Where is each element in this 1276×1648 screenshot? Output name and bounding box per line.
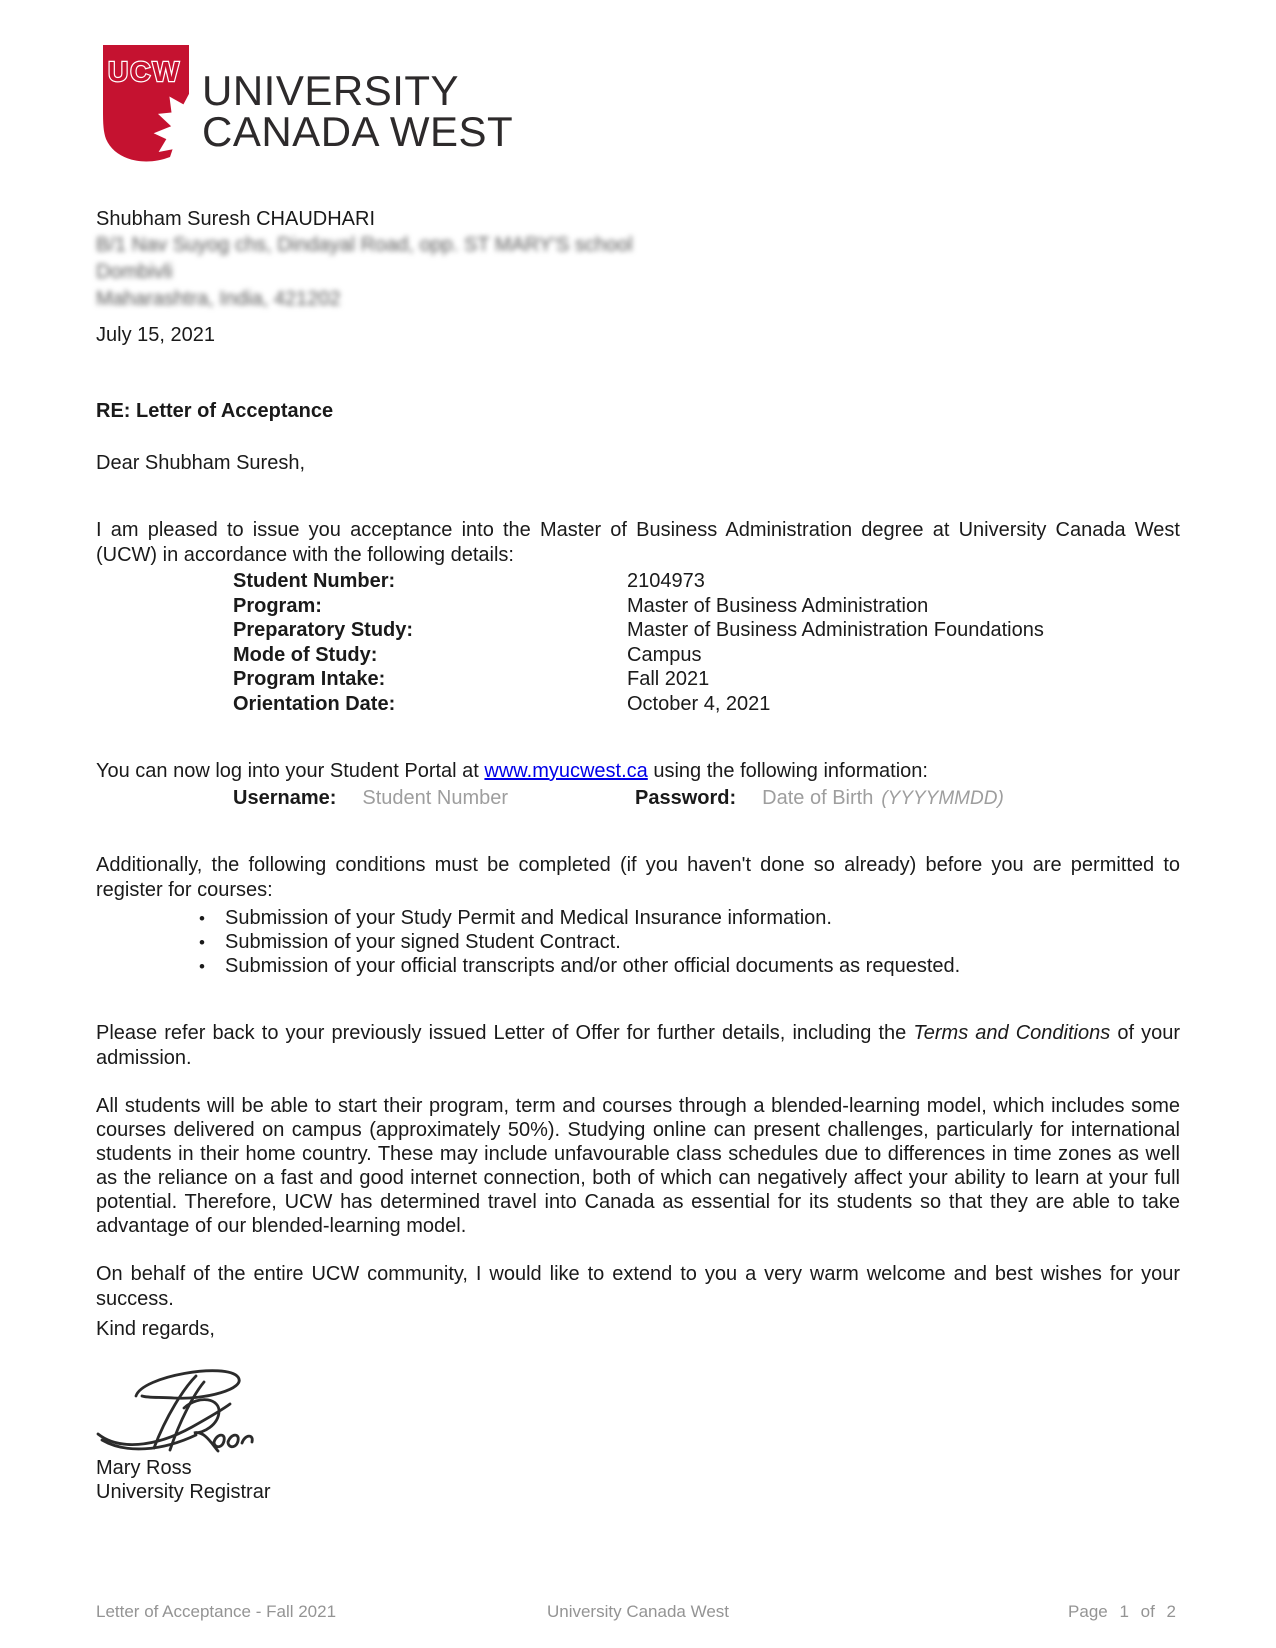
refer-text-before: Please refer back to your previously issued Letter of Offer for further details, including the (96, 1022, 907, 1044)
footer-institution: University Canada West (546, 1602, 730, 1621)
terms-and-conditions-text: Terms and Conditions (913, 1022, 1111, 1044)
letter-date: July 15, 2021 (96, 324, 215, 346)
detail-value: Campus (627, 643, 702, 666)
password-group (635, 786, 1004, 811)
recipient-name: Shubham Suresh CHAUDHARI (96, 208, 375, 230)
username-value: Student Number (362, 787, 509, 809)
signatory-title: University Registrar (96, 1481, 271, 1503)
recipient-address-redacted (96, 232, 1180, 313)
detail-value: 2104973 (627, 570, 705, 592)
blended-learning-paragraph: All students will be able to start their program, term and courses through a blended-learning model, which includes some courses delivered on campus (approximately 50%). Studying online can present challenges, particularly for international students in their home country. These may include unfavourable class schedules due to differences in time zones as well as the reliance on a fast and good internet connection, both of which can negatively affect your ability to learn at your full potential. Therefore, UCW has determined travel into Canada as essential for its students so that they are able to take advantage of our blended-learning model. (96, 1095, 1180, 1237)
admission-details-table (96, 569, 1180, 716)
list-item: • Submission of your official transcripts and/or other official documents as requested. (96, 954, 1180, 978)
detail-label: Mode of Study: (233, 643, 378, 666)
footer-page-number: Page 1 of 2 (1068, 1602, 1176, 1621)
list-item: • Submission of your signed Student Contract. (96, 930, 1180, 954)
intro-paragraph: I am pleased to issue you acceptance into the Master of Business Administration degree at University Canada West (UCW) in accordance with the following details: (96, 519, 1180, 566)
username-label: Username: (233, 787, 337, 809)
signatory-name: Mary Ross (96, 1457, 192, 1479)
closing-paragraph: On behalf of the entire UCW community, I would like to extend to you a very warm welcome and best wishes for your success. (96, 1263, 1180, 1310)
portal-line (96, 759, 1180, 784)
conditions-intro-paragraph: Additionally, the following conditions must be completed (if you haven't done so already) before you are permitted to register for courses: (96, 854, 1180, 901)
detail-value: October 4, 2021 (627, 692, 771, 715)
detail-label: Program: (233, 594, 322, 617)
detail-value: Master of Business Administration (627, 594, 929, 617)
refer-text-after: of your admission. (96, 1022, 1180, 1069)
footer-doc-title: Letter of Acceptance - Fall 2021 (96, 1602, 337, 1621)
detail-label: Orientation Date: (233, 692, 396, 715)
table-row (96, 643, 1180, 668)
table-row (96, 667, 1180, 692)
detail-label: Preparatory Study: (233, 619, 414, 641)
portal-text-before: You can now log into your Student Portal at (96, 760, 479, 782)
detail-value: Fall 2021 (627, 668, 710, 690)
signature-image (96, 1356, 266, 1456)
list-item: • Submission of your Study Permit and Medical Insurance information. (96, 906, 1180, 930)
table-row (96, 594, 1180, 619)
university-wordmark (202, 67, 514, 155)
table-row (96, 569, 1180, 594)
wordmark-line-1: UNIVERSITY (202, 67, 460, 114)
table-row (96, 692, 1180, 717)
address-line-1: B/1 Nav Suyog chs, Dindayal Road, opp. ST MARY'S school (96, 234, 633, 256)
password-format-hint: (YYYYMMDD) (881, 788, 1004, 809)
username-group (233, 786, 508, 811)
table-row (96, 618, 1180, 643)
credentials-row (96, 786, 1180, 812)
address-line-2: Dombivli (96, 261, 173, 283)
detail-label: Student Number: (233, 570, 396, 592)
refer-paragraph (96, 1021, 1180, 1070)
portal-text-after: using the following information: (653, 760, 928, 782)
address-line-3: Maharashtra, India, 421202 (96, 288, 341, 310)
password-label: Password: (635, 787, 737, 809)
salutation: Dear Shubham Suresh, (96, 452, 306, 474)
ucw-shield-logo (100, 45, 192, 163)
password-value: Date of Birth (762, 787, 874, 809)
shield-ucw-text: UCW (108, 56, 181, 87)
detail-value: Master of Business Administration Foundations (627, 619, 1044, 641)
wordmark-line-2: CANADA WEST (202, 108, 514, 155)
sign-off: Kind regards, (96, 1318, 215, 1340)
detail-label: Program Intake: (233, 668, 386, 690)
conditions-list (96, 906, 1180, 978)
subject-line: RE: Letter of Acceptance (96, 400, 334, 422)
student-portal-link[interactable]: www.myucwest.ca (484, 760, 648, 782)
